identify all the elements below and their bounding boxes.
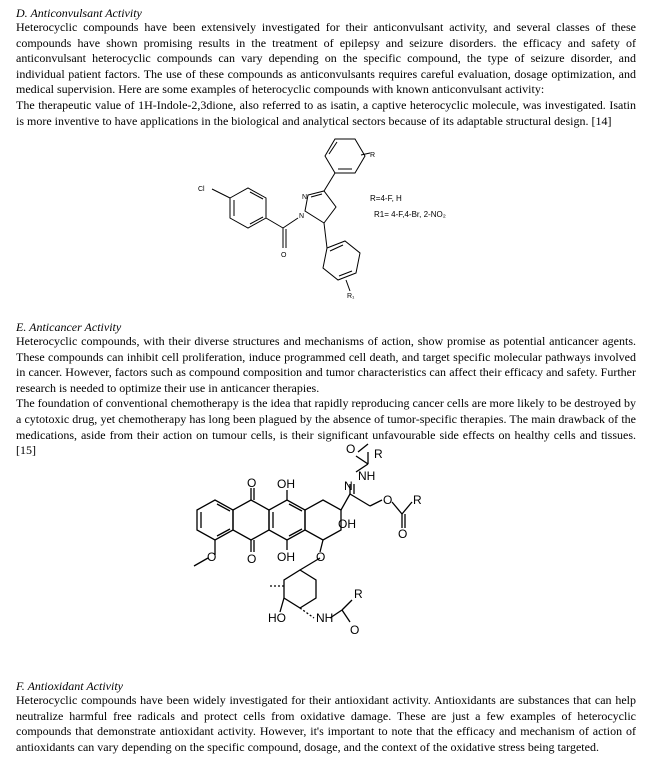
hydrazone-o-label: O bbox=[346, 442, 356, 456]
section-e-paragraph-2: The foundation of conventional chemotherapy is the idea that rapidly reproducing cancer cells are more likely to be destroyed by a cytotoxic drug, yet chemotherapy has long been plagued by the absence of tumor-specific therapies. The main drawback of the medications, aside from their action on tumour cells, is their significant unfavourable side effects on healthy cells and tissues.[15] bbox=[16, 396, 636, 458]
methoxy-oxygen-label: O bbox=[207, 550, 217, 564]
sugar-hydroxyl-label: HO bbox=[268, 611, 286, 625]
legend-r: R=4-F, H bbox=[370, 194, 402, 203]
hydrazone-nh-label: NH bbox=[358, 469, 376, 483]
section-f-body bbox=[16, 693, 636, 755]
amide-nh-label: NH bbox=[316, 611, 334, 625]
ring-nitrogen-1-label: N bbox=[302, 194, 308, 201]
section-d-body bbox=[16, 20, 636, 129]
section-e-paragraph-1: Heterocyclic compounds, with their diverse structures and mechanisms of action, show promise as potential anticancer agents. These compounds can inhibit cell proliferation, induce programmed cell death, and target specific molecular pathways involved in cancer. However, factors such as compound composition and tumor characteristics can affect their efficacy and safety. Further research is needed to optimize their use in anticancer therapies. bbox=[16, 334, 636, 395]
hydroxyl-bottom-label: OH bbox=[277, 550, 295, 564]
section-f-heading: F. Antioxidant Activity bbox=[16, 679, 123, 693]
ester-oxygen-label: O bbox=[383, 493, 393, 507]
hydroxyl-side-label: OH bbox=[338, 517, 356, 531]
legend-r1: R1= 4-F,4-Br, 2-NO₂ bbox=[374, 210, 446, 219]
glycosidic-oxygen-label: O bbox=[316, 550, 326, 564]
ester-carbonyl-oxygen-label: O bbox=[398, 527, 408, 541]
section-d-paragraph-2: The therapeutic value of 1H-Indole-2,3dione, also referred to as isatin, a captive heterocyclic molecule, was investigated. Isatin is more inventive to have applications in the biological and analytical sectors because of its adaptable structural design. [14] bbox=[16, 97, 636, 128]
carbonyl-oxygen-label: O bbox=[281, 252, 287, 259]
hydrazone-r-label: R bbox=[374, 447, 383, 461]
amide-oxygen-label: O bbox=[350, 623, 360, 637]
hydrazone-n-label: N bbox=[344, 479, 353, 493]
section-e-heading: E. Anticancer Activity bbox=[16, 320, 122, 334]
pyrazoline-structure-figure bbox=[190, 133, 470, 308]
hydroxyl-top-label: OH bbox=[277, 477, 295, 491]
ring-nitrogen-2-label: N bbox=[299, 213, 305, 220]
ester-r-label: R bbox=[413, 493, 422, 507]
amide-r-label: R bbox=[354, 587, 363, 601]
anthracycline-structure-figure bbox=[180, 440, 470, 640]
section-d-heading: D. Anticonvulsant Activity bbox=[16, 6, 142, 20]
section-d-paragraph-1: Heterocyclic compounds have been extensively investigated for their anticonvulsant activity, and several classes of these compounds have shown promising results in the treatment of epilepsy and seizure disorders. the efficacy and safety of anticonvulsant heterocyclic compounds can vary depending on the specific compound, the type of seizure disorder, and individual patient factors. The use of these compounds as anticonvulsants requires careful evaluation, dosage optimization, and medical supervision. Here are some examples of heterocyclic compounds with known anticonvulsant activity: bbox=[16, 20, 636, 97]
chloro-label: Cl bbox=[198, 186, 205, 193]
section-f-paragraph-1: Heterocyclic compounds have been widely investigated for their antioxidant activity. Antioxidants are substances that can help neutralize harmful free radicals and protect cells from oxidative damage. These are just a few examples of heterocyclic compounds that demonstrate antioxidant activity. However, it's important to note that the efficacy and mechanism of action of antioxidants can vary depending on the specific compound, dosage, and the context of the oxidative stress being targeted. bbox=[16, 693, 636, 754]
quinone-oxygen-top-label: O bbox=[247, 476, 257, 490]
quinone-oxygen-bottom-label: O bbox=[247, 552, 257, 566]
substituent-r-label: R bbox=[370, 152, 376, 159]
substituent-r1-label: R₁ bbox=[347, 293, 355, 300]
